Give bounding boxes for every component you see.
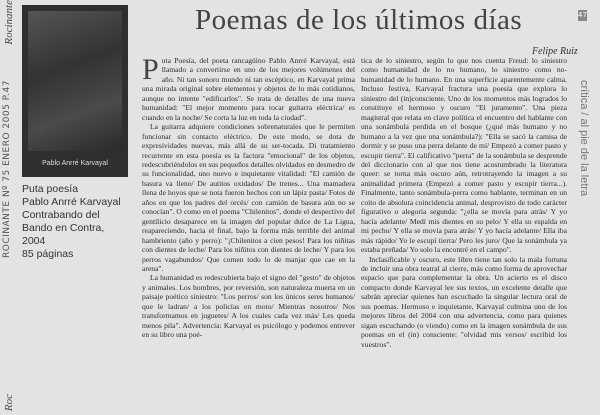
- cover-photo: [28, 11, 122, 151]
- article-column-1: [142, 56, 355, 414]
- book-cover-image: [22, 5, 128, 177]
- paragraph: La humanidad es redescubierta bajo el signo del "gesto" de objetos y animales. Los hombres, por reversión, son naturaleza muerta en un paisaje poético siniestro: "Los perros/ son los únicos seres humanos/ que le ladran/ a los policías en moto/ Mientras nosotros/ Nos transformamos en juguetes/ A los cuales cada vez más/ Les queda menos pila". Advertencia: Karvayal es psicólogo y podemos entrever en su libro una poé-: [142, 273, 355, 340]
- margin-publication-label: Rocinante: [3, 0, 15, 45]
- margin-publication-label-bottom: Roc: [3, 393, 15, 411]
- caption-line: Contrabando del: [22, 209, 100, 221]
- margin-stamp: [2, 80, 16, 415]
- paragraph-text: uta Poesía, del poeta rancagüino Pablo Anrré Karvayal, está llamado a convertirse en uno de los mejores volúmenes del año. Ni tan sonoro mundo ni tan escéptico, en Karvayal prima una mirada original sobre elementos y objetos de lo más cotidianos, aunque no intente "edificarlos". Se trata de detalles de una nueva humanidad: "El mejor momento para tocar guitarra eléctrica/ es cuando en la noche/ Se corta la luz en toda la ciudad".: [142, 56, 355, 122]
- book-caption: [22, 183, 142, 261]
- paragraph: tica de lo siniestro, según lo que nos cuenta Freud: lo siniestro como humanidad de lo no humano, lo siniestro como no-humanidad de lo humano. En una superficie aparentemente calma. Incluso festiva, Karvayal fractura una poesía que explora lo siniestro del (in)consciente. Uno de los momentos más logrados lo constituye el hermoso y oscuro "El juramento". Una pieza magistral que relata en clave política el encuentro del hablante con una sonámbula perdida en el bosque (¿qué más humano y no humano a la vez que una sonámbula?): "Ella se sacó la camisa de dormir y se puso una perra delante de mí/ Empezó a comer pasto y escupir tierra". El calificativo "perra" de la sonámbula se desprende del diccionario con al que nos tiene acostumbrado la literatura queer: se torna más oscuro aún, retrotrayendo la imagen a su animalidad primera (Empezó a comer pasto y escupir tierra...). Finalmente, tanto sonámbula-perra como hablante, terminan en un coito de absoluta coincidencia animal, desprovisto de todo carácter figurativo o alegoría segunda: "¿ella se movía para atrás/ Y yo hacía adelante/ Medí mis dientes en su pelo/ Y ella su espalda en mi pecho/ Y ella se movía para atrás/ Y yo hacía adelante/ Ella iba más rápido/ Yo le escupí tierra/ Pero les juro/ Que la sonámbula ya estaba preñada/ Yo solo la encontré en el campo".: [361, 56, 567, 255]
- section-label: crítica / al pie de la letra: [578, 80, 590, 197]
- page-number-badge: 47: [578, 11, 587, 19]
- caption-line: 2004: [22, 235, 46, 247]
- paragraph: La guitarra adquiere condiciones sobrenaturales que le permiten funcionar sin contacto eléctrico. De este modo, se dota de expresividades nuevas, más allá de su ser-tocada. Di tratamiento recurrente en esta poesía es la factura "emocional" de los objetos, redescubriéndolos en sus pequeños detalles olvidados en desmedro de su funcionalidad, uno nuevo e inquietante vitalidad: "El camión de basura va lleno/ De autitos oxidados/ De trenes... Una mamadera llena de hoyos que se nota fueron hechos con un lápiz pasta/ Fotos de años en que los padres del orcés/ con camión de basura aún no se conocían". O como en el poema "Chilenitos", donde el despectivo del gentilicio desaparece en la imagen del popular dulce de La Ligua, reapareciendo, hacia el final, bajo la forma más terrible del animal hambriento (año y perro): "¡Chilenitos a cien pesos! Para los niñitas con dientes de leche/ Para los niñitos con dientes de leche/ Y para los perros vagabundos/ Que comen todo lo de manjar que cae en la arena".: [142, 122, 355, 273]
- caption-line: 85 páginas: [22, 248, 74, 260]
- article-author: Felipe Ruiz: [532, 46, 578, 57]
- drop-cap: P: [142, 56, 159, 86]
- paragraph: [142, 56, 355, 122]
- caption-line: Bando en Contra,: [22, 222, 105, 234]
- article-title: Poemas de los últimos días: [195, 4, 523, 36]
- article-column-2: [361, 56, 567, 414]
- caption-line: Pablo Anrré Karvayal: [22, 196, 121, 208]
- cover-author-text: Pablo Anrré Karvayal: [42, 160, 108, 167]
- paragraph: Inclasificable y oscuro, este libro tiene tan solo la mala fortuna de incluir una obra teatral al cierre, más como forma de aprovechar espacio que para complementar la obra. Un acierto es el disco compacto donde Karvayal lee sus textos, un excelente detalle que sabrán apreciar quienes han escuchado la singular lectura oral de sus poemas. Hermoso e inquietante, Karvayal culmina uno de los mejores libros del 2004 con una advertencia, como para quienes sigan escuchando (o viendo) como en la imagen sonámbula de sus poemas en el (in) consciente: "olvidad mis versos/ escribid los vuestros".: [361, 254, 567, 349]
- caption-line: Puta poesía: [22, 183, 79, 195]
- margin-stamp-text: ROCINANTE Nº 75 ENERO 2005 P.47: [2, 80, 12, 258]
